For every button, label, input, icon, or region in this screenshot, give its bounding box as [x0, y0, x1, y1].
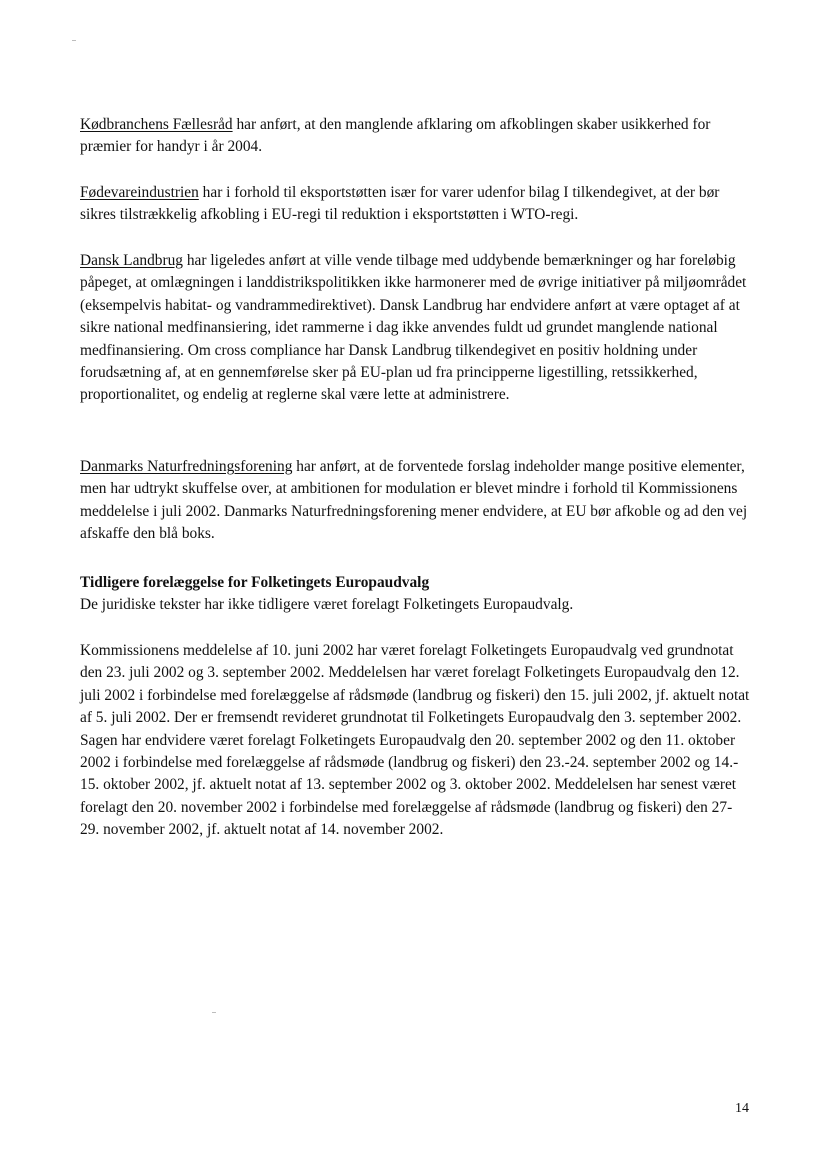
paragraph-text: har ligeledes anført at ville vende tilbage med uddybende bemærkninger og har foreløbig påpeget, at omlægningen i landdistrikspolitikken ikke harmonerer med de øvrige initiativer på miljøområdet (eksempelvis habitat- og vandrammedirektivet). Dansk Landbrug har endvidere anført at være optaget af at sikre national medfinansiering, idet rammerne i dag ikke anvendes fuldt ud grundet manglende national medfinansiering. Om cross compliance har Dansk Landbrug tilkendegivet en positiv holdning under forudsætning af, at en gennemførelse sker på EU-plan ud fra principperne ligestilling, retssikkerhed, proportionalitet, og endelig at reglerne skal være lette at administrere.: [80, 252, 747, 404]
organization-name: Danmarks Naturfredningsforening: [80, 458, 293, 475]
scan-speck: [72, 40, 76, 41]
paragraph-dansk-landbrug: [80, 250, 752, 407]
page-number: 14: [735, 1101, 749, 1116]
section-previous-presentation: [80, 572, 752, 617]
section-heading: Tidligere forelæggelse for Folketingets Europaudvalg: [80, 574, 430, 591]
paragraph-text: har i forhold til eksportstøtten især for varer udenfor bilag I tilkendegivet, at der bør sikres tilstrækkelig afkobling i EU-regi til reduktion i eksportstøtten i WTO-regi.: [80, 184, 720, 224]
organization-name: Fødevareindustrien: [80, 184, 199, 201]
paragraph-text: Kommissionens meddelelse af 10. juni 2002 har været forelagt Folketingets Europaudvalg ved grundnotat den 23. juli 2002 og 3. september 2002. Meddelelsen har været forelagt Folketingets Europaudvalg den 12. juli 2002 i forbindelse med forelæggelse af rådsmøde (landbrug og fiskeri) den 15. juli 2002, jf. aktuelt notat af 5. juli 2002. Der er fremsendt revideret grundnotat til Folketingets Europaudvalg den 3. september 2002. Sagen har endvidere været forelagt Folketingets Europaudvalg den 20. september 2002 og den 11. oktober 2002 i forbindelse med forelæggelse af rådsmøde (landbrug og fiskeri) den 23.-24. september 2002 og 14.- 15. oktober 2002, jf. aktuelt notat af 13. september 2002 og 3. oktober 2002. Meddelelsen har senest været forelagt den 20. november 2002 i forbindelse med forelæggelse af rådsmøde (landbrug og fiskeri) den 27- 29. november 2002, jf. aktuelt notat af 14. november 2002.: [80, 642, 750, 839]
paragraph-foedevareindustrien: [80, 182, 752, 227]
paragraph-presentation-history: [80, 640, 752, 842]
paragraph-koedbranchen: [80, 114, 752, 159]
scan-speck: [212, 1012, 216, 1013]
paragraph-danmarks-naturfredningsforening: [80, 456, 752, 546]
paragraph-text: har anført, at de forventede forslag indeholder mange positive elementer, men har udtrykt skuffelse over, at ambitionen for modulation er blevet mindre i forhold til Kommissionens meddelelse i juli 2002. Danmarks Naturfredningsforening mener endvidere, at EU bør afkoble og ad den vej afskaffe den blå boks.: [80, 458, 748, 543]
paragraph-text: har anført, at den manglende afklaring om afkoblingen skaber usikkerhed for præmier for handyr i år 2004.: [80, 116, 711, 156]
section-intro: De juridiske tekster har ikke tidligere været forelagt Folketingets Europaudvalg.: [80, 596, 574, 614]
organization-name: Kødbranchens Fællesråd: [80, 116, 233, 133]
organization-name: Dansk Landbrug: [80, 252, 184, 269]
